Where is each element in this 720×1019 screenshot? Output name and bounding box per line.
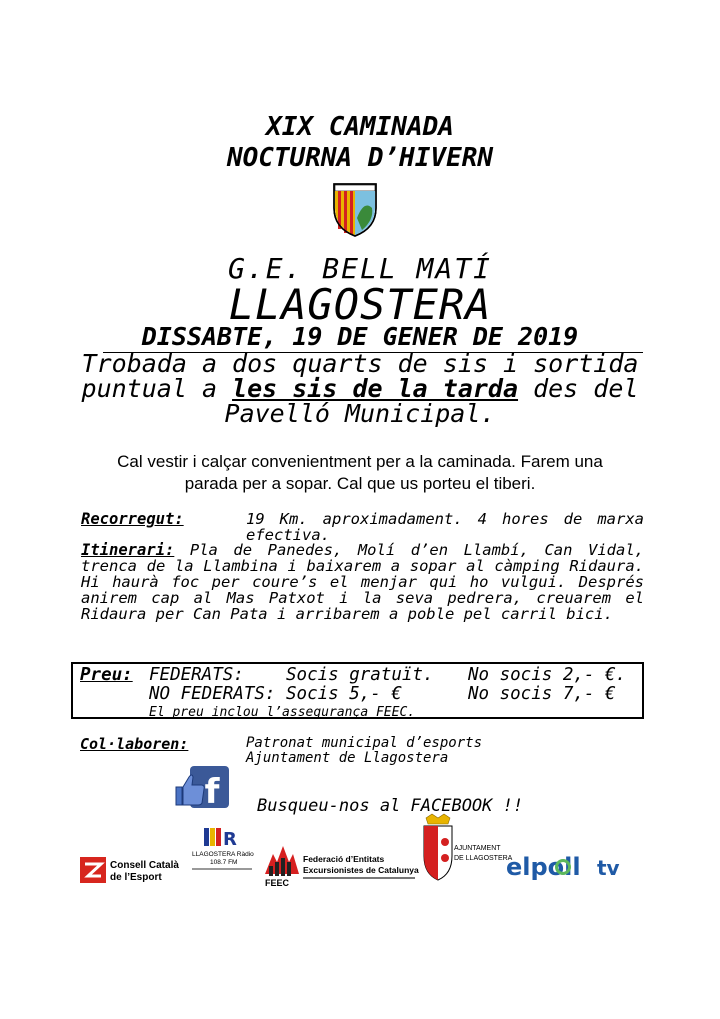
svg-text:R: R <box>223 829 237 850</box>
elpoll-text: elpoll <box>506 853 581 881</box>
itinerary-label: Itinerari: <box>81 541 175 559</box>
price-nofederats: NO FEDERATS: <box>149 684 276 704</box>
collaborator-item: Ajuntament de Llagostera <box>246 750 449 766</box>
llagostera-radio-logo <box>190 826 265 878</box>
price-insurance-note: El preu inclou l’assegurança FEEC. <box>149 705 416 720</box>
radio-line-1: LLAGOSTERA Ràdio <box>192 851 254 858</box>
collaborators-label: Col·laboren: <box>80 735 189 753</box>
feec-short: FEEC <box>265 878 290 888</box>
route-value: 19 Km. aproximadament. 4 hores de marxa efectiva. <box>246 510 644 544</box>
route-label: Recorregut: <box>81 510 184 528</box>
club-name: G.E. BELL MATÍ <box>227 252 492 285</box>
svg-text:f: f <box>204 772 220 812</box>
meeting-line-2: puntual a les sis de la tarda des del <box>81 374 639 403</box>
ajuntament-llagostera-logo <box>418 814 513 884</box>
club-shield-icon <box>332 178 378 238</box>
price-nofederats-nosocis: No socis 7,- € <box>468 684 616 704</box>
price-label: Preu: <box>80 665 133 685</box>
feec-line-1: Federació d’Entitats <box>303 854 385 864</box>
meeting-time-emphasis: les sis de la tarda <box>232 374 519 403</box>
cce-line-2: de l’Esport <box>110 872 162 883</box>
price-nofederats-socis: Socis 5,- € <box>286 684 402 704</box>
clothing-note-line-1: Cal vestir i calçar convenientment per a la caminada. Farem una <box>117 452 603 471</box>
feec-line-2: Excursionistes de Catalunya <box>303 865 419 875</box>
price-federats-nosocis: No socis 2,- €. <box>468 665 627 685</box>
elpolltv-logo <box>505 848 627 884</box>
feec-logo <box>263 844 418 888</box>
meeting-line-3: Pavelló Municipal. <box>224 399 496 428</box>
meeting-line-1: Trobada a dos quarts de sis i sortida <box>81 349 639 378</box>
radio-line-2: 108.7 FM <box>210 859 238 866</box>
title-line-2: NOCTURNA D’HIVERN <box>226 143 494 173</box>
ajuntament-line-2: DE LLAGOSTERA <box>454 855 513 862</box>
itinerary-text: Pla de Panedes, Molí d’en Llambí, Can Vidal, trenca de la Llambina i baixarem a sopar al càmping Ridaura. Hi haurà foc per coure’s el menjar qui ho vulgui. Després anirem cap al Mas Patxot i la seva pedrera, creuarem el Ridaura per Can Pata i arribarem a poble pel carril bici. <box>81 541 644 623</box>
elpoll-tv-text: tv <box>597 856 620 880</box>
event-date: DISSABTE, 19 DE GENER DE 2019 <box>141 322 579 351</box>
consell-catala-esport-logo <box>80 855 190 885</box>
cce-line-1: Consell Català <box>110 860 179 871</box>
price-federats: FEDERATS: <box>149 665 244 685</box>
price-federats-socis: Socis gratuït. <box>286 665 434 685</box>
clothing-note-line-2: parada per a sopar. Cal que us porteu el tiberi. <box>184 474 536 493</box>
facebook-like-icon[interactable] <box>172 765 230 812</box>
facebook-text: Busqueu-nos al FACEBOOK !! <box>257 796 524 816</box>
collaborator-item: Patronat municipal d’esports <box>246 735 483 751</box>
town-name: LLAGOSTERA <box>228 280 492 329</box>
itinerary <box>81 542 644 622</box>
ajuntament-line-1: AJUNTAMENT <box>454 845 501 852</box>
title-line-1: XIX CAMINADA <box>266 112 454 142</box>
